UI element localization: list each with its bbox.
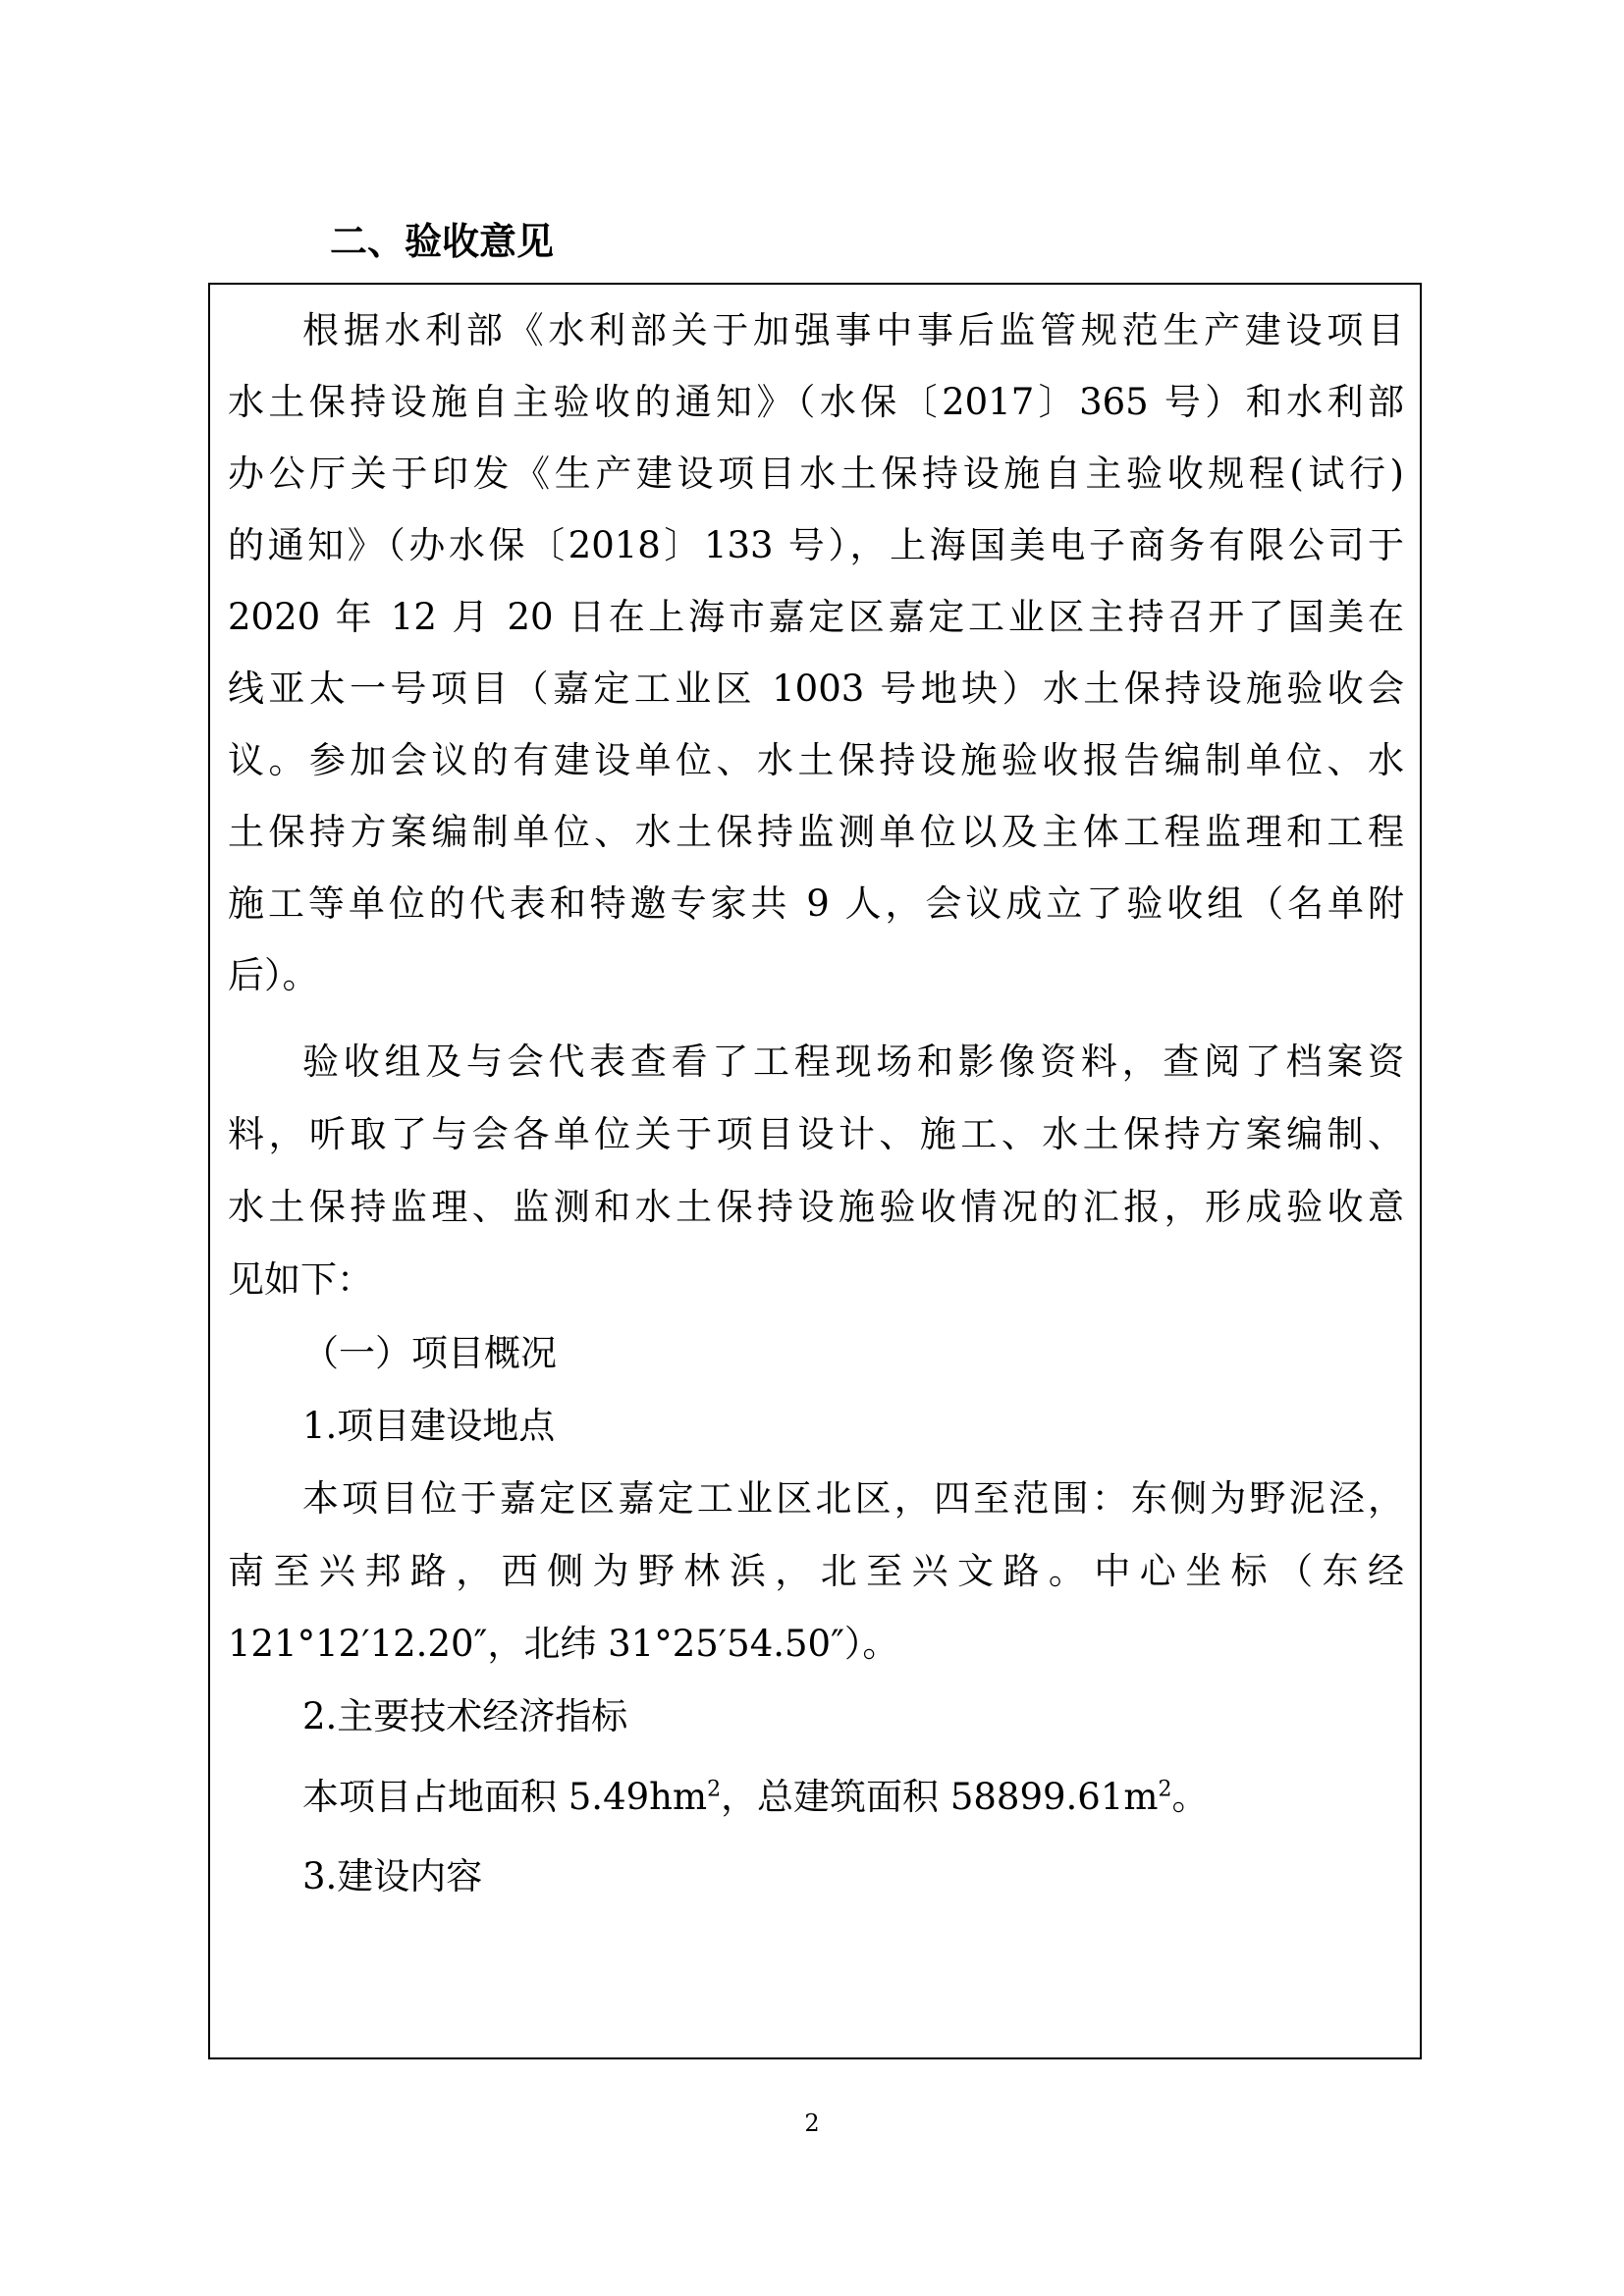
area-text: 。	[1171, 1776, 1209, 1818]
paragraph-line: 水土保持设施自主验收的通知》（水保〔2017〕365 号）和水利部	[228, 381, 1404, 423]
paragraph-line: 水土保持监理、监测和水土保持设施验收情况的汇报，形成验收意	[228, 1186, 1404, 1228]
paragraph-line: 121°12′12.20″，北纬 31°25′54.50″）。	[228, 1623, 899, 1665]
item-heading-location: 1.项目建设地点	[302, 1405, 556, 1447]
paragraph-line: 后）。	[228, 954, 319, 996]
opinion-box	[208, 283, 1422, 2059]
paragraph-line: 验收组及与会代表查看了工程现场和影像资料，查阅了档案资	[302, 1041, 1404, 1083]
paragraph-line: 2020 年 12 月 20 日在上海市嘉定区嘉定工业区主持召开了国美在	[228, 596, 1404, 638]
paragraph-line: 见如下：	[228, 1258, 373, 1301]
paragraph-line: 本项目位于嘉定区嘉定工业区北区，四至范围：东侧为野泥泾，	[302, 1477, 1404, 1520]
area-statement	[302, 1772, 1404, 1823]
paragraph-line: 南至兴邦路，西侧为野林浜，北至兴文路。中心坐标（东经	[228, 1550, 1404, 1592]
item-heading-indicators: 2.主要技术经济指标	[302, 1695, 628, 1737]
area-text: ，总建筑面积 58899.61m	[721, 1776, 1159, 1818]
superscript: 2	[707, 1777, 722, 1802]
area-text: 本项目占地面积 5.49hm	[302, 1776, 708, 1818]
subheading-project-overview: （一）项目概况	[302, 1332, 557, 1374]
paragraph-line: 土保持方案编制单位、水土保持监测单位以及主体工程监理和工程	[228, 811, 1404, 853]
paragraph-line: 根据水利部《水利部关于加强事中事后监管规范生产建设项目	[302, 309, 1404, 351]
page-number: 2	[804, 2109, 820, 2137]
item-heading-construction: 3.建设内容	[302, 1855, 483, 1897]
paragraph-line: 线亚太一号项目（嘉定工业区 1003 号地块）水土保持设施验收会	[228, 667, 1404, 710]
section-heading: 二、验收意见	[330, 220, 555, 263]
superscript: 2	[1158, 1777, 1172, 1802]
paragraph-line: 施工等单位的代表和特邀专家共 9 人，会议成立了验收组（名单附	[228, 882, 1404, 925]
paragraph-line: 议。参加会议的有建设单位、水土保持设施验收报告编制单位、水	[228, 739, 1404, 781]
paragraph-line: 料，听取了与会各单位关于项目设计、施工、水土保持方案编制、	[228, 1113, 1404, 1155]
paragraph-line: 的通知》（办水保〔2018〕133 号），上海国美电子商务有限公司于	[228, 524, 1404, 566]
paragraph-line: 办公厅关于印发《生产建设项目水土保持设施自主验收规程(试行)	[228, 453, 1404, 495]
